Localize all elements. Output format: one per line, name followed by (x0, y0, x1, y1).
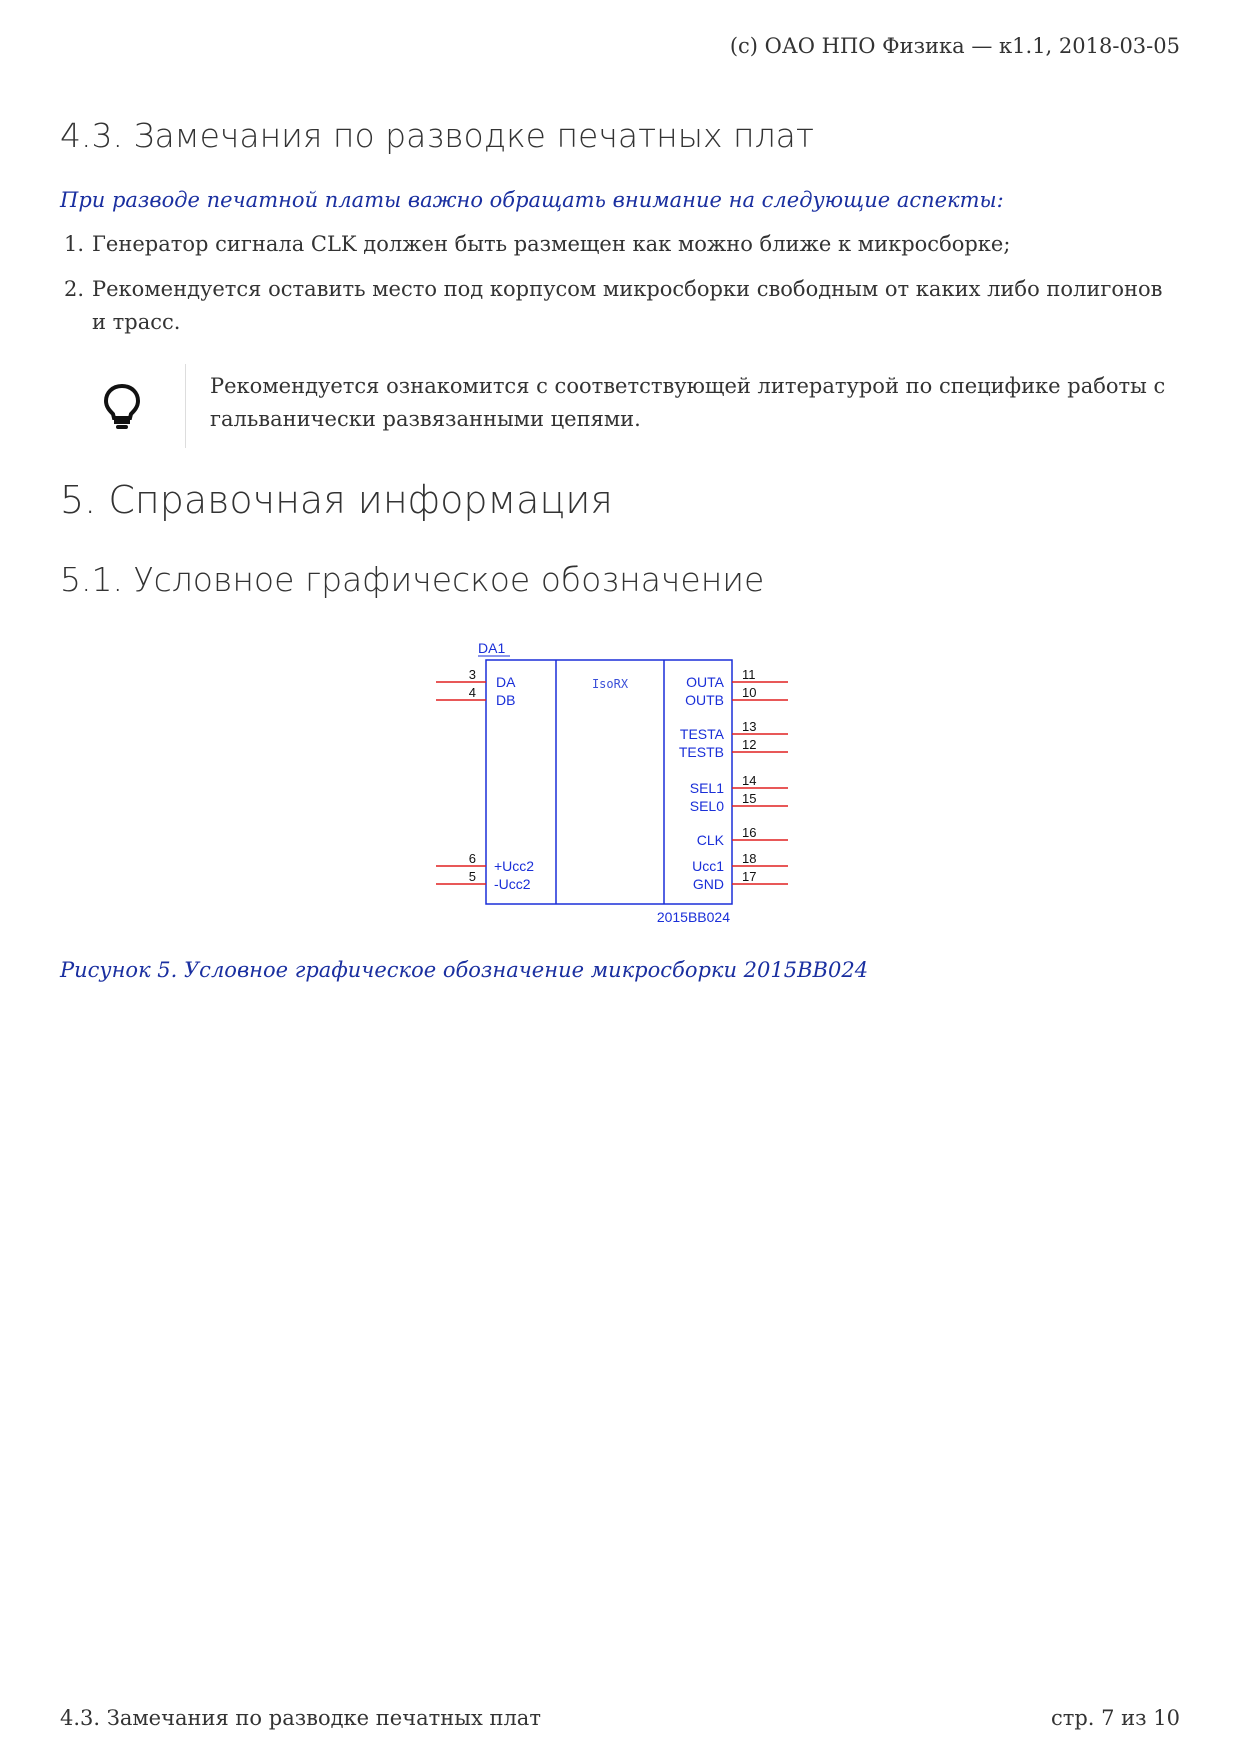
page-header: (c) ОАО НПО Физика — к1.1, 2018-03-05 (729, 34, 1180, 58)
pin-name: +Ucc2 (494, 858, 535, 874)
schematic-figure (420, 628, 820, 928)
pin-number: 3 (468, 667, 476, 682)
schematic-part-number: 2015BB024 (656, 909, 730, 925)
pin-number: 4 (468, 685, 476, 700)
left-pin (436, 667, 516, 690)
pin-name: CLK (696, 832, 724, 848)
section-intro: При разводе печатной платы важно обращать внимание на следующие аспекты: (60, 188, 1004, 212)
right-pin (690, 773, 788, 796)
tip-icon-cell (60, 364, 186, 448)
left-pin (436, 851, 534, 874)
pin-number: 13 (742, 719, 757, 734)
schematic-symbol (420, 628, 820, 928)
pin-name: SEL1 (689, 780, 724, 796)
figure-caption: Рисунок 5. Условное графическое обозначение микросборки 2015BB024 (60, 958, 869, 982)
schematic-designator: DA1 (478, 640, 506, 656)
right-pin (680, 719, 788, 742)
pin-name: OUTA (686, 674, 724, 690)
pin-name: GND (692, 876, 724, 892)
list-item-text: Генератор сигнала CLK должен быть размещен как можно ближе к микросборке; (92, 232, 1011, 256)
list-item (60, 228, 1180, 261)
list-item (60, 273, 1180, 339)
list-item-number: 2. (64, 277, 85, 301)
pin-number: 16 (742, 825, 757, 840)
tip-text: Рекомендуется ознакомится с соответствующей литературой по специфике работы с гальванически развязанными цепями. (210, 374, 1166, 431)
list-item-text: Рекомендуется оставить место под корпусом микросборки свободным от каких либо полигонов и трасс. (92, 277, 1163, 334)
right-pin (697, 825, 788, 848)
section-title-4-3: 4.3. Замечания по разводке печатных плат (60, 116, 815, 155)
footer-section-title: 4.3. Замечания по разводке печатных плат (60, 1706, 541, 1730)
pin-number: 12 (742, 737, 757, 752)
right-pin (692, 851, 788, 874)
section-title-5: 5. Справочная информация (60, 478, 613, 522)
pin-number: 11 (742, 667, 756, 682)
right-pin (686, 667, 788, 690)
pin-name: -Ucc2 (494, 876, 531, 892)
recommendations-list (60, 228, 1180, 351)
pin-name: TESTA (679, 726, 724, 742)
pin-number: 10 (742, 685, 757, 700)
pin-number: 5 (468, 869, 476, 884)
schematic-center-label: IsoRX (591, 677, 629, 691)
pin-name: DB (496, 692, 516, 708)
pin-number: 14 (742, 773, 757, 788)
pin-number: 15 (742, 791, 757, 806)
tip-admonition (60, 364, 1180, 448)
pin-name: TESTB (678, 744, 724, 760)
footer-page-number: стр. 7 из 10 (1050, 1706, 1180, 1730)
pin-number: 17 (742, 869, 757, 884)
pin-name: SEL0 (689, 798, 724, 814)
lightbulb-icon (102, 382, 142, 430)
pin-name: Ucc1 (692, 858, 724, 874)
pin-number: 6 (468, 851, 476, 866)
section-title-5-1: 5.1. Условное графическое обозначение (60, 560, 765, 599)
pin-name: OUTB (685, 692, 724, 708)
pin-name: DA (496, 674, 516, 690)
pin-number: 18 (742, 851, 757, 866)
list-item-number: 1. (64, 232, 85, 256)
